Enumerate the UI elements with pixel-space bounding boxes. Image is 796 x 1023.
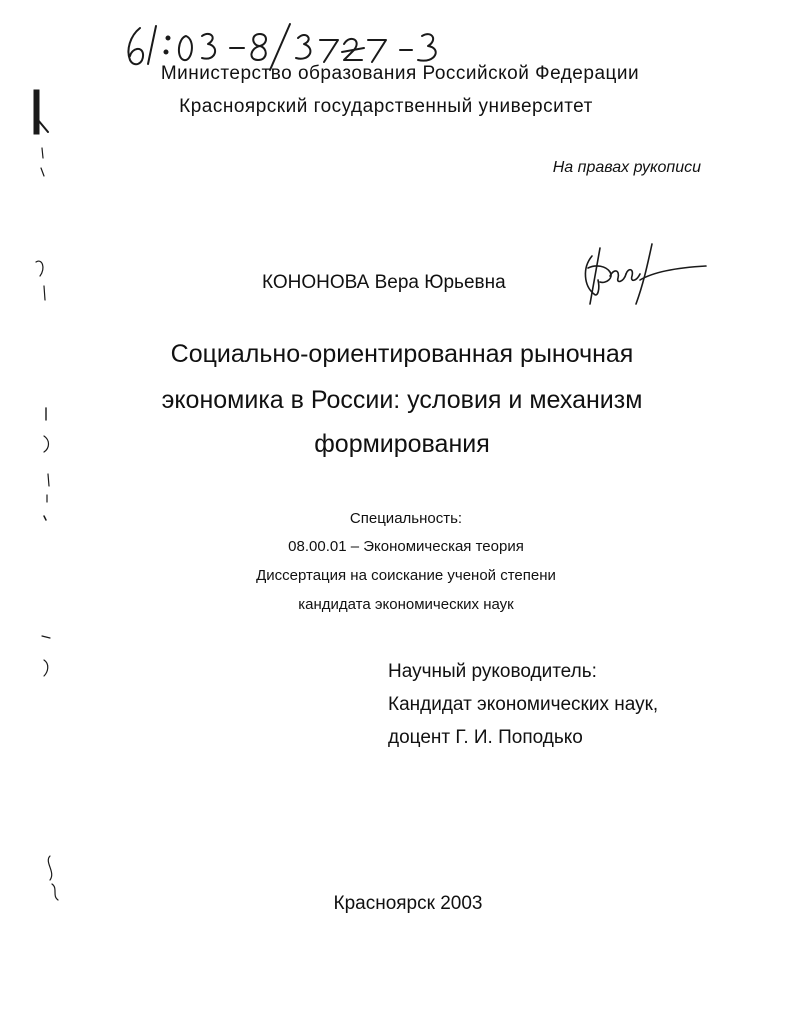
handwritten-signature <box>570 238 710 310</box>
degree-line-1: Диссертация на соискание ученой степени <box>256 567 556 584</box>
thesis-title-line-2: экономика в России: условия и механизм <box>161 386 643 414</box>
supervisor-degree: Кандидат экономических наук, <box>388 694 659 715</box>
supervisor-name: доцент Г. И. Поподько <box>388 727 583 748</box>
rights-note: На правах рукописи <box>552 159 701 176</box>
thesis-title-line-3: формирования <box>314 430 490 458</box>
university-heading: Красноярский государственный университет <box>179 96 593 117</box>
supervisor-label: Научный руководитель: <box>388 661 597 682</box>
specialty-label: Специальность: <box>349 510 463 527</box>
ministry-heading: Министерство образования Российской Федерации <box>160 63 640 84</box>
author-name: КОНОНОВА Вера Юрьевна <box>262 272 506 293</box>
thesis-title-line-1: Социально-ориентированная рыночная <box>170 340 634 368</box>
scan-margin-artifacts <box>0 0 80 1023</box>
degree-line-2: кандидата экономических наук <box>298 596 514 613</box>
city-year: Красноярск 2003 <box>333 893 483 914</box>
specialty-code: 08.00.01 – Экономическая теория <box>288 538 524 555</box>
